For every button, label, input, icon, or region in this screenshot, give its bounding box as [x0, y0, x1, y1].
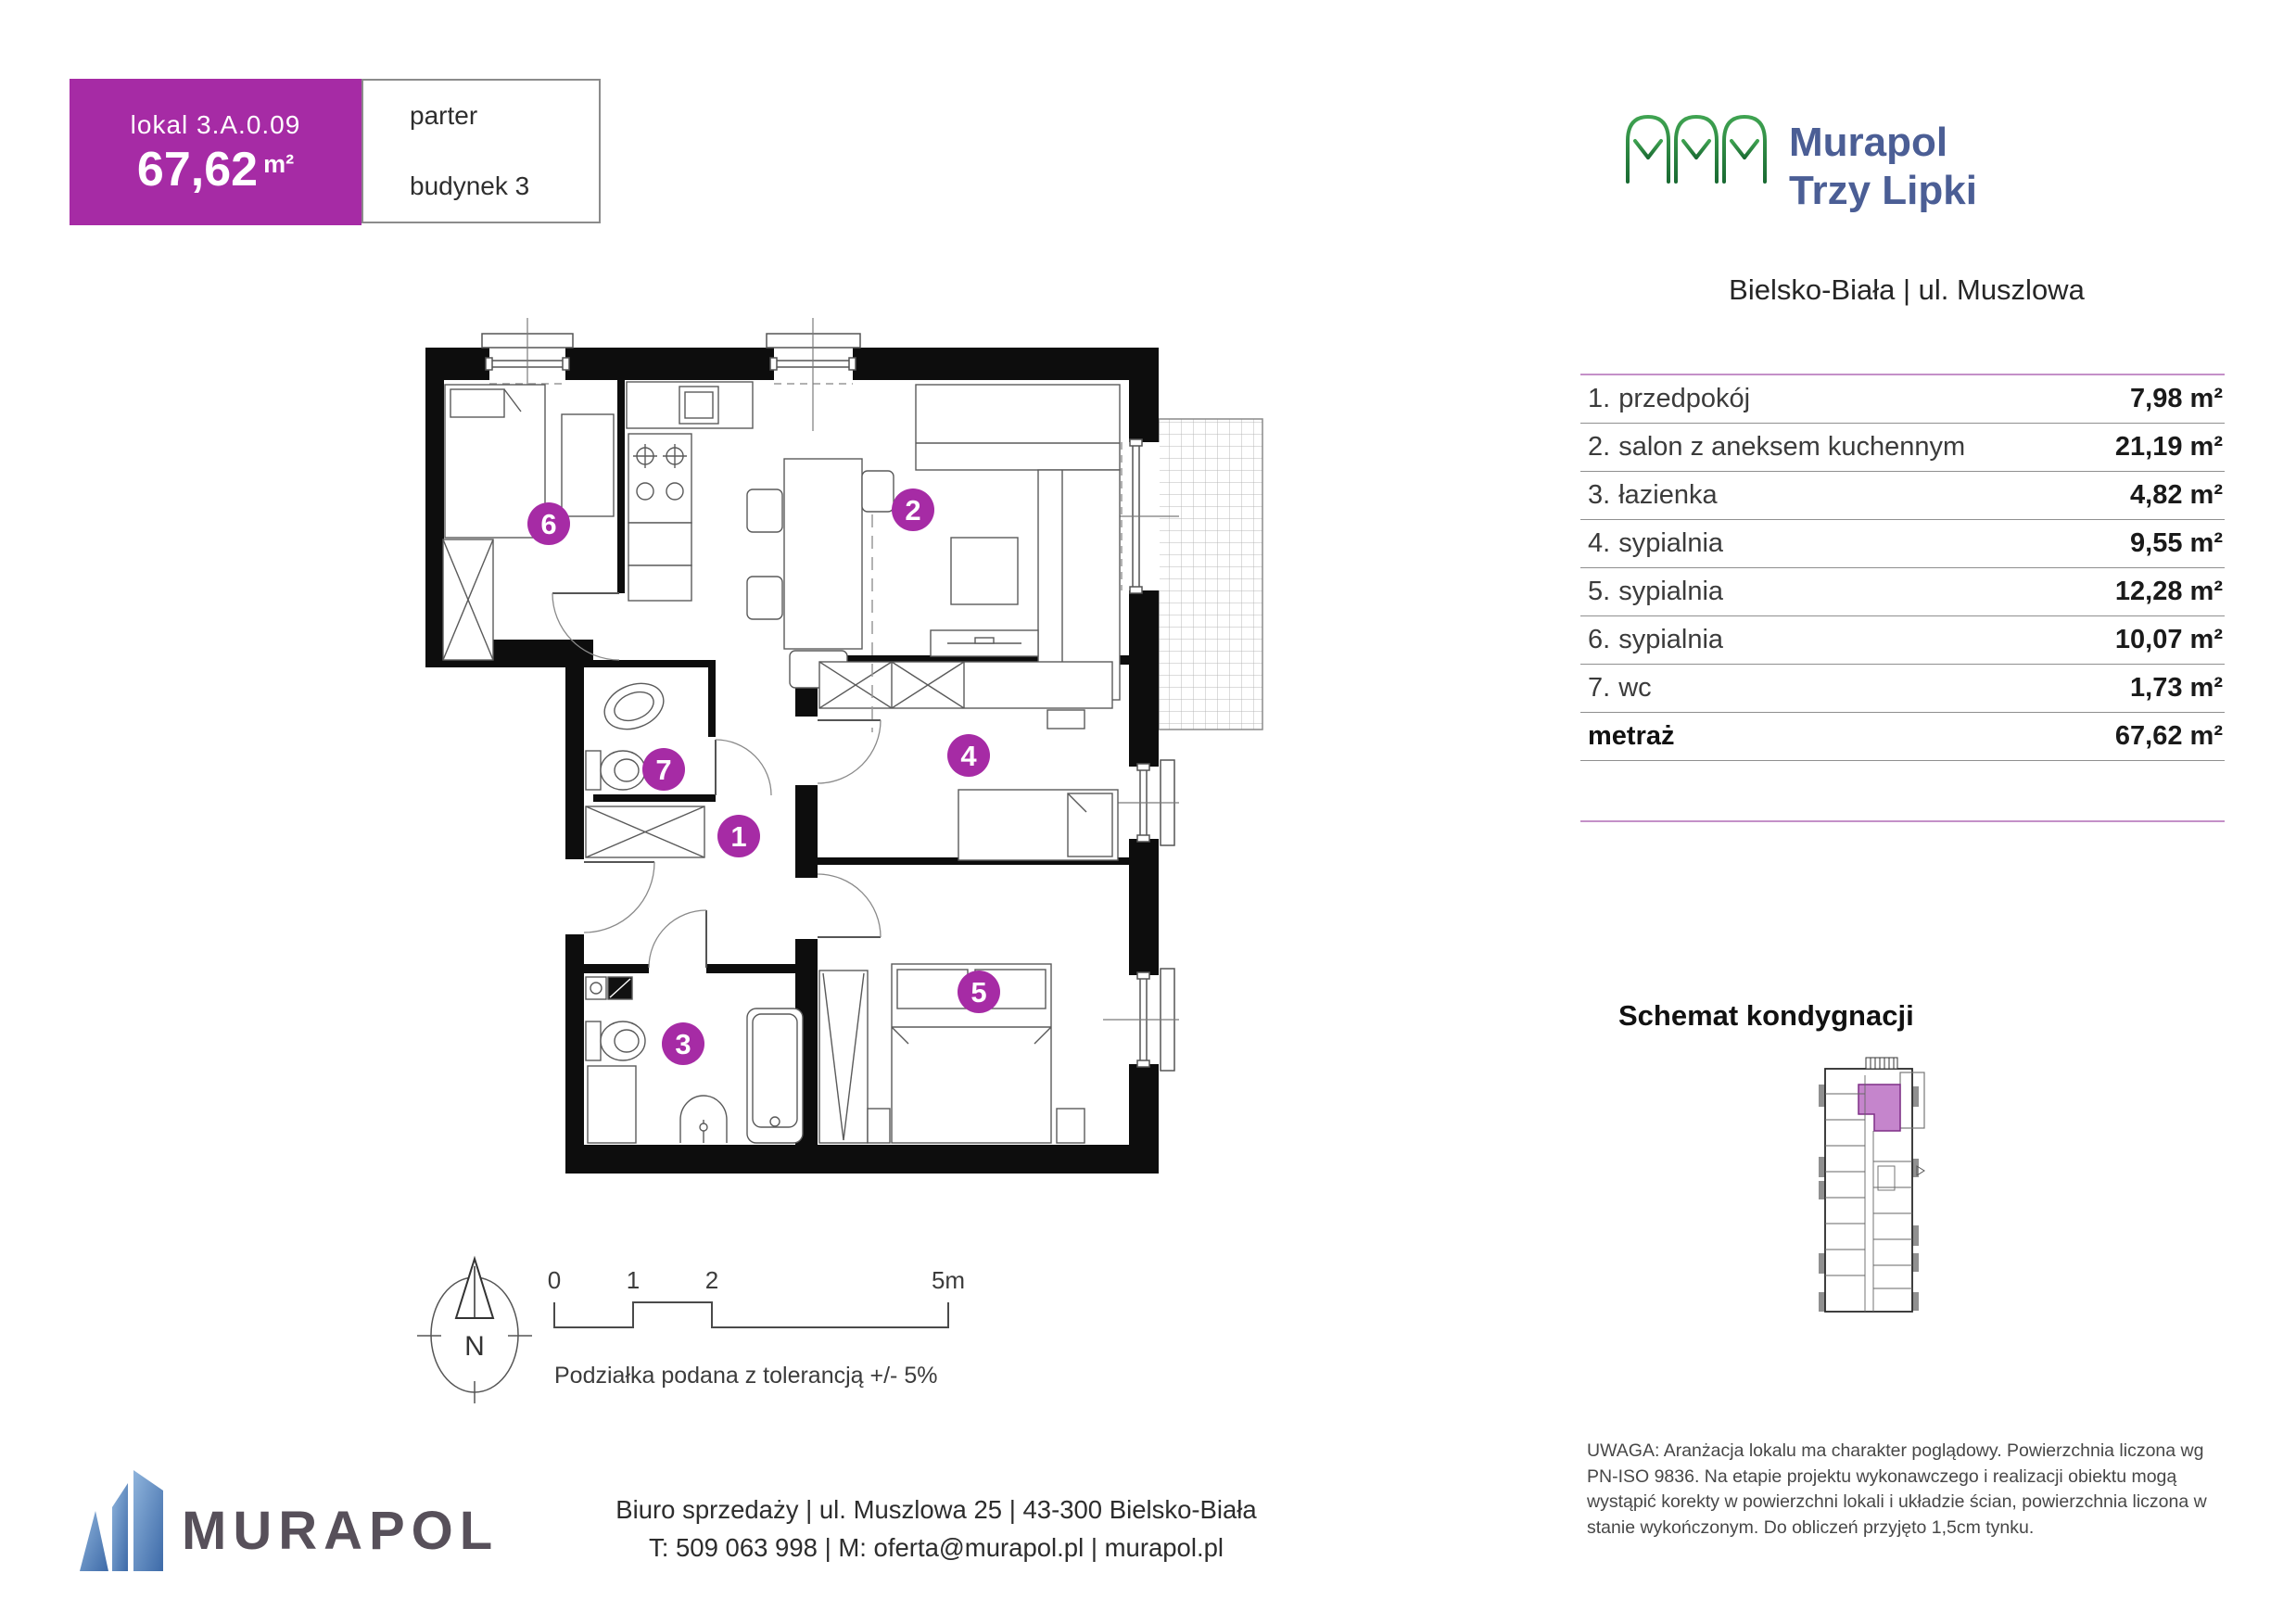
compass-north-label: N: [464, 1331, 485, 1362]
floor-box: [362, 79, 601, 152]
scale-bar: [548, 1266, 965, 1389]
table-row: 1. przedpokój 7,98 m²: [1580, 375, 2225, 424]
room-number: 4: [960, 740, 977, 772]
stairs-block: [1866, 1058, 1897, 1069]
table-total-row: metraż 67,62 m²: [1580, 713, 2225, 761]
sideboard-icon: [819, 662, 1112, 729]
footer-brand-word: MURAPOL: [182, 1501, 500, 1561]
murapol-logo-icon: [74, 1460, 176, 1576]
table-row: 3. łazienka 4,82 m²: [1580, 472, 2225, 520]
washbasin-icon: [680, 1096, 727, 1143]
murapol-trees-icon: [1620, 109, 1778, 230]
table-row: 6. sypialnia 10,07 m²: [1580, 616, 2225, 665]
table-row: 2. salon z aneksem kuchennym 21,19 m²: [1580, 424, 2225, 472]
scale-note: Podziałka podana z tolerancją +/- 5%: [554, 1363, 938, 1389]
room-number: 1: [730, 820, 747, 853]
wardrobe-icon: [443, 539, 493, 660]
coffee-table-icon: [951, 538, 1018, 604]
schemat-title: Schemat kondygnacji: [1618, 999, 1914, 1032]
nightstand-icon: [1057, 1109, 1085, 1143]
brand-name: Murapol Trzy Lipki: [1789, 120, 1977, 213]
bed-icon: [958, 790, 1118, 860]
project-location: Bielsko-Biała | ul. Muszlowa: [1729, 273, 2085, 306]
plan-legend: [389, 1233, 1001, 1409]
nightstand-icon: [868, 1109, 890, 1143]
building-label: budynek 3: [410, 171, 530, 200]
table-row: 5. sypialnia 12,28 m²: [1580, 568, 2225, 616]
toilet-icon: [586, 1021, 645, 1060]
furniture: [443, 382, 1120, 1143]
floor-label: parter: [410, 100, 478, 130]
room-number: 7: [655, 754, 672, 786]
wardrobe-icon: [586, 806, 704, 857]
wardrobe-icon: [819, 971, 868, 1143]
toilet-icon: [586, 751, 645, 790]
room-number: 6: [540, 508, 557, 540]
building-box: [362, 150, 601, 223]
table-bottom-rule: [1580, 820, 2225, 822]
scale-tick: 0: [547, 1266, 562, 1294]
unit-number: lokal 3.A.0.09: [130, 110, 301, 139]
tv-cabinet-icon: [931, 630, 1038, 656]
legal-disclaimer: UWAGA: Aranżacja lokalu ma charakter poglądowy. Powierzchnia liczona wg PN-ISO 9836. Na etapie projektu wykonawczego i realizacji obiektu mogą wystąpić korekty w powierzchni lokali i układzie ścian, powierzchnia liczona w stanie wykończonym. Do obliczeń przyjęto 1,5cm tynku.: [1587, 1440, 2207, 1538]
bathtub-icon: [747, 1009, 803, 1143]
balcony: [1159, 419, 1262, 730]
sink-icon: [598, 675, 670, 737]
building-level-map: [1808, 1047, 1956, 1326]
table-row: 4. sypialnia 9,55 m²: [1580, 520, 2225, 568]
room-area-table: [1580, 374, 2225, 822]
desk-icon: [562, 414, 614, 516]
sales-office-info: [575, 1491, 1298, 1567]
unit-area: 67,62 $^{m^2}$: [136, 143, 295, 197]
kitchen-icons: [627, 382, 753, 601]
scale-tick: 5m: [931, 1266, 966, 1294]
room-number: 3: [675, 1028, 691, 1060]
scale-tick: 2: [704, 1266, 719, 1294]
room-number: 2: [905, 494, 921, 527]
table-row: 7. wc 1,73 m²: [1580, 665, 2225, 713]
floor-plan-drawing: [352, 306, 1335, 1196]
unit-badge: [70, 79, 362, 225]
room-number: 5: [970, 976, 987, 1009]
sales-office-address: Biuro sprzedaży | ul. Muszlowa 25 | 43-300 Bielsko-Biała: [615, 1495, 1257, 1524]
washer-icon: [586, 977, 632, 999]
scale-tick: 1: [626, 1266, 641, 1294]
cabinet-icon: [588, 1066, 636, 1143]
sales-office-contact: T: 509 063 998 | M: oferta@murapol.pl | murapol.pl: [648, 1533, 1224, 1562]
